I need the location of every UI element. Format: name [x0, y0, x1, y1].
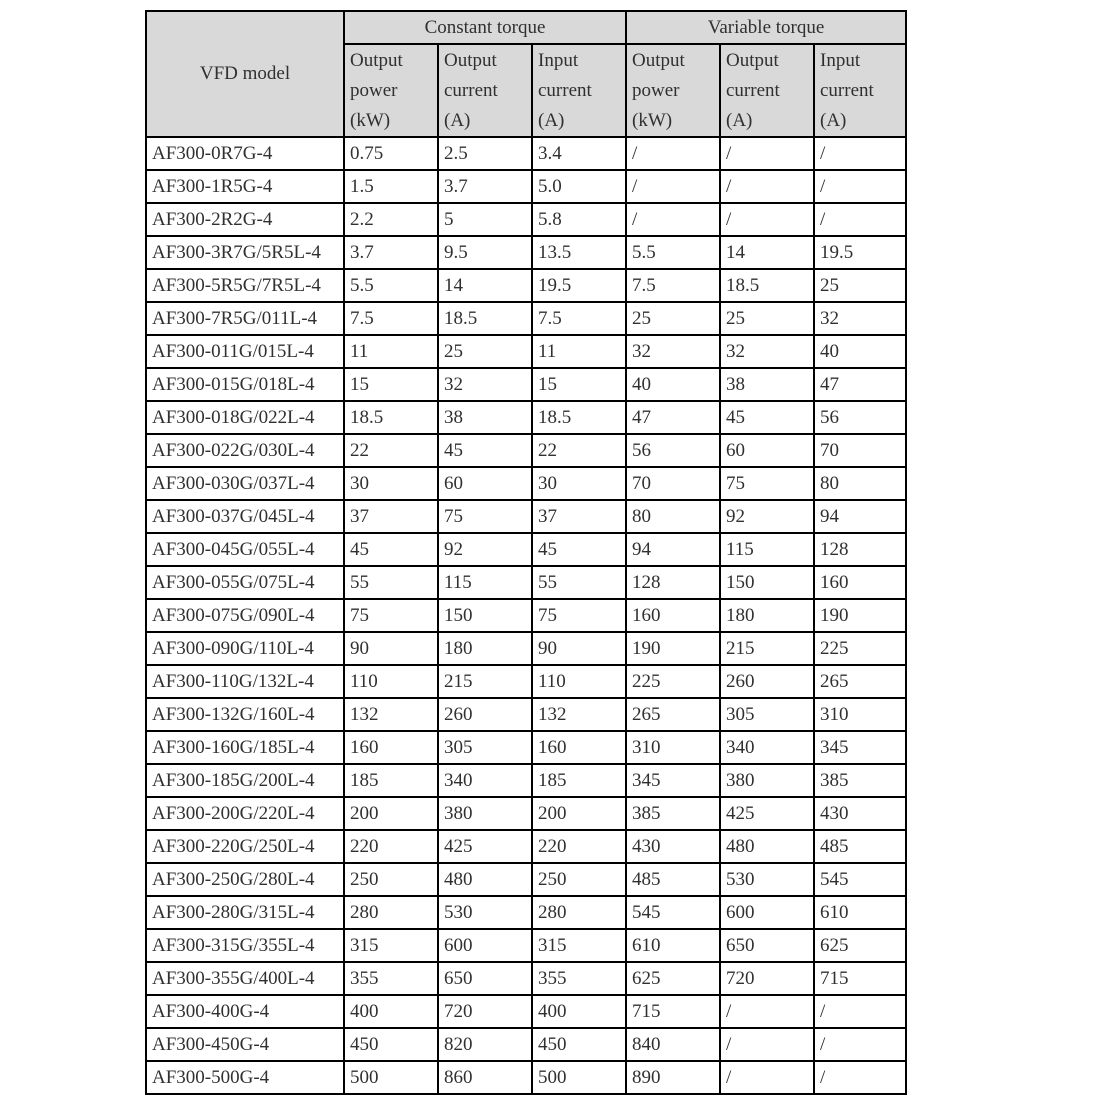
value-cell: 715 [626, 995, 720, 1028]
table-row [146, 236, 906, 269]
model-cell: AF300-5R5G/7R5L-4 [146, 269, 344, 302]
value-cell: 55 [532, 566, 626, 599]
value-cell: / [720, 203, 814, 236]
value-cell: 260 [720, 665, 814, 698]
value-cell: 340 [438, 764, 532, 797]
value-cell: / [814, 995, 906, 1028]
value-cell: 75 [532, 599, 626, 632]
value-cell: 250 [532, 863, 626, 896]
value-cell: 3.7 [344, 236, 438, 269]
value-cell: / [720, 1028, 814, 1061]
value-cell: 400 [532, 995, 626, 1028]
model-cell: AF300-030G/037L-4 [146, 467, 344, 500]
value-cell: 25 [438, 335, 532, 368]
model-cell: AF300-200G/220L-4 [146, 797, 344, 830]
value-cell: / [720, 170, 814, 203]
value-cell: 94 [626, 533, 720, 566]
value-cell: 22 [344, 434, 438, 467]
value-cell: 625 [814, 929, 906, 962]
value-cell: 55 [344, 566, 438, 599]
vfd-spec-table [145, 10, 907, 1095]
value-cell: / [814, 1061, 906, 1094]
value-cell: 18.5 [532, 401, 626, 434]
value-cell: 500 [344, 1061, 438, 1094]
value-cell: 75 [344, 599, 438, 632]
value-cell: 25 [814, 269, 906, 302]
value-cell: 150 [438, 599, 532, 632]
value-cell: 190 [814, 599, 906, 632]
value-cell: 22 [532, 434, 626, 467]
value-cell: 500 [532, 1061, 626, 1094]
value-cell: 430 [626, 830, 720, 863]
model-cell: AF300-075G/090L-4 [146, 599, 344, 632]
value-cell: 25 [626, 302, 720, 335]
value-cell: 345 [626, 764, 720, 797]
value-cell: 820 [438, 1028, 532, 1061]
table-row [146, 203, 906, 236]
value-cell: 2.2 [344, 203, 438, 236]
value-cell: 715 [814, 962, 906, 995]
value-cell: 13.5 [532, 236, 626, 269]
value-cell: 40 [626, 368, 720, 401]
value-cell: 3.4 [532, 137, 626, 170]
value-cell: 90 [344, 632, 438, 665]
value-cell: 18.5 [438, 302, 532, 335]
value-cell: 92 [720, 500, 814, 533]
model-cell: AF300-220G/250L-4 [146, 830, 344, 863]
value-cell: 355 [344, 962, 438, 995]
value-cell: 32 [438, 368, 532, 401]
value-cell: 70 [814, 434, 906, 467]
value-cell: 380 [438, 797, 532, 830]
table-row [146, 632, 906, 665]
value-cell: 132 [344, 698, 438, 731]
value-cell: 0.75 [344, 137, 438, 170]
value-cell: 185 [532, 764, 626, 797]
value-cell: 110 [344, 665, 438, 698]
model-cell: AF300-355G/400L-4 [146, 962, 344, 995]
value-cell: 150 [720, 566, 814, 599]
table-row [146, 335, 906, 368]
value-cell: 45 [532, 533, 626, 566]
value-cell: 600 [720, 896, 814, 929]
value-cell: 265 [814, 665, 906, 698]
value-cell: 18.5 [344, 401, 438, 434]
model-cell: AF300-0R7G-4 [146, 137, 344, 170]
model-cell: AF300-018G/022L-4 [146, 401, 344, 434]
value-cell: 380 [720, 764, 814, 797]
table-row [146, 566, 906, 599]
value-cell: 610 [626, 929, 720, 962]
value-cell: 215 [438, 665, 532, 698]
variable-torque-header: Variable torque [626, 11, 906, 44]
value-cell: 160 [344, 731, 438, 764]
table-row [146, 368, 906, 401]
table-header [146, 11, 906, 137]
value-cell: 860 [438, 1061, 532, 1094]
value-cell: 200 [532, 797, 626, 830]
value-cell: 5.8 [532, 203, 626, 236]
table-row [146, 665, 906, 698]
value-cell: 220 [344, 830, 438, 863]
constant-torque-header: Constant torque [344, 11, 626, 44]
value-cell: 18.5 [720, 269, 814, 302]
table-row [146, 830, 906, 863]
value-cell: 545 [814, 863, 906, 896]
value-cell: / [814, 137, 906, 170]
model-cell: AF300-250G/280L-4 [146, 863, 344, 896]
vt-output-current-header: Output current (A) [720, 44, 814, 137]
value-cell: 450 [532, 1028, 626, 1061]
value-cell: 37 [532, 500, 626, 533]
vt-input-current-header: Input current (A) [814, 44, 906, 137]
table-row [146, 764, 906, 797]
table-row [146, 995, 906, 1028]
ct-output-power-header: Output power (kW) [344, 44, 438, 137]
group-header-row [146, 11, 906, 44]
value-cell: 32 [814, 302, 906, 335]
value-cell: 280 [344, 896, 438, 929]
value-cell: / [720, 995, 814, 1028]
model-cell: AF300-022G/030L-4 [146, 434, 344, 467]
value-cell: 225 [814, 632, 906, 665]
table-row [146, 896, 906, 929]
value-cell: 600 [438, 929, 532, 962]
value-cell: 305 [720, 698, 814, 731]
model-cell: AF300-037G/045L-4 [146, 500, 344, 533]
value-cell: 160 [532, 731, 626, 764]
value-cell: 530 [438, 896, 532, 929]
table-row [146, 797, 906, 830]
value-cell: 485 [626, 863, 720, 896]
value-cell: 30 [344, 467, 438, 500]
value-cell: 56 [814, 401, 906, 434]
value-cell: 530 [720, 863, 814, 896]
value-cell: 5.5 [344, 269, 438, 302]
value-cell: 385 [626, 797, 720, 830]
value-cell: 45 [438, 434, 532, 467]
value-cell: 310 [626, 731, 720, 764]
value-cell: 110 [532, 665, 626, 698]
model-cell: AF300-450G-4 [146, 1028, 344, 1061]
value-cell: 80 [626, 500, 720, 533]
vt-output-power-header: Output power (kW) [626, 44, 720, 137]
value-cell: 480 [438, 863, 532, 896]
value-cell: 180 [720, 599, 814, 632]
value-cell: 70 [626, 467, 720, 500]
table-row [146, 137, 906, 170]
value-cell: 5.0 [532, 170, 626, 203]
value-cell: 610 [814, 896, 906, 929]
value-cell: 310 [814, 698, 906, 731]
model-column-header: VFD model [146, 11, 344, 137]
value-cell: 40 [814, 335, 906, 368]
value-cell: 425 [720, 797, 814, 830]
value-cell: 115 [438, 566, 532, 599]
value-cell: 305 [438, 731, 532, 764]
value-cell: 5.5 [626, 236, 720, 269]
value-cell: 315 [344, 929, 438, 962]
value-cell: 132 [532, 698, 626, 731]
value-cell: 200 [344, 797, 438, 830]
value-cell: 32 [720, 335, 814, 368]
value-cell: / [814, 1028, 906, 1061]
table-row [146, 170, 906, 203]
table-row [146, 500, 906, 533]
value-cell: 60 [720, 434, 814, 467]
table-row [146, 467, 906, 500]
value-cell: 650 [438, 962, 532, 995]
value-cell: 90 [532, 632, 626, 665]
ct-input-current-header: Input current (A) [532, 44, 626, 137]
value-cell: 180 [438, 632, 532, 665]
model-cell: AF300-011G/015L-4 [146, 335, 344, 368]
value-cell: 160 [626, 599, 720, 632]
value-cell: 11 [532, 335, 626, 368]
model-cell: AF300-3R7G/5R5L-4 [146, 236, 344, 269]
value-cell: 185 [344, 764, 438, 797]
vfd-spec-table-container [145, 10, 907, 1095]
value-cell: 425 [438, 830, 532, 863]
model-cell: AF300-315G/355L-4 [146, 929, 344, 962]
table-row [146, 1028, 906, 1061]
value-cell: 400 [344, 995, 438, 1028]
value-cell: 355 [532, 962, 626, 995]
value-cell: / [720, 1061, 814, 1094]
value-cell: 3.7 [438, 170, 532, 203]
model-cell: AF300-500G-4 [146, 1061, 344, 1094]
value-cell: 5 [438, 203, 532, 236]
value-cell: 19.5 [532, 269, 626, 302]
model-cell: AF300-055G/075L-4 [146, 566, 344, 599]
table-row [146, 302, 906, 335]
value-cell: 430 [814, 797, 906, 830]
value-cell: 190 [626, 632, 720, 665]
table-row [146, 929, 906, 962]
value-cell: 80 [814, 467, 906, 500]
value-cell: 25 [720, 302, 814, 335]
model-cell: AF300-110G/132L-4 [146, 665, 344, 698]
value-cell: 56 [626, 434, 720, 467]
model-cell: AF300-132G/160L-4 [146, 698, 344, 731]
value-cell: 94 [814, 500, 906, 533]
model-cell: AF300-1R5G-4 [146, 170, 344, 203]
value-cell: 315 [532, 929, 626, 962]
value-cell: / [720, 137, 814, 170]
value-cell: 47 [626, 401, 720, 434]
value-cell: / [814, 170, 906, 203]
model-cell: AF300-7R5G/011L-4 [146, 302, 344, 335]
value-cell: 115 [720, 533, 814, 566]
value-cell: 45 [344, 533, 438, 566]
value-cell: 215 [720, 632, 814, 665]
model-cell: AF300-015G/018L-4 [146, 368, 344, 401]
table-row [146, 434, 906, 467]
table-row [146, 533, 906, 566]
value-cell: 128 [814, 533, 906, 566]
value-cell: 345 [814, 731, 906, 764]
model-cell: AF300-045G/055L-4 [146, 533, 344, 566]
model-cell: AF300-2R2G-4 [146, 203, 344, 236]
table-row [146, 401, 906, 434]
value-cell: 37 [344, 500, 438, 533]
value-cell: 265 [626, 698, 720, 731]
table-row [146, 269, 906, 302]
value-cell: 650 [720, 929, 814, 962]
value-cell: / [626, 137, 720, 170]
model-cell: AF300-160G/185L-4 [146, 731, 344, 764]
table-row [146, 731, 906, 764]
value-cell: 720 [720, 962, 814, 995]
value-cell: 9.5 [438, 236, 532, 269]
value-cell: 720 [438, 995, 532, 1028]
value-cell: 480 [720, 830, 814, 863]
ct-output-current-header: Output current (A) [438, 44, 532, 137]
value-cell: 15 [532, 368, 626, 401]
value-cell: 225 [626, 665, 720, 698]
value-cell: 45 [720, 401, 814, 434]
value-cell: 260 [438, 698, 532, 731]
value-cell: 38 [720, 368, 814, 401]
value-cell: 75 [438, 500, 532, 533]
value-cell: 7.5 [626, 269, 720, 302]
model-cell: AF300-090G/110L-4 [146, 632, 344, 665]
table-row [146, 698, 906, 731]
value-cell: 92 [438, 533, 532, 566]
value-cell: 280 [532, 896, 626, 929]
value-cell: 545 [626, 896, 720, 929]
table-body [146, 137, 906, 1094]
value-cell: 11 [344, 335, 438, 368]
table-row [146, 962, 906, 995]
value-cell: 250 [344, 863, 438, 896]
value-cell: 128 [626, 566, 720, 599]
value-cell: 2.5 [438, 137, 532, 170]
model-cell: AF300-400G-4 [146, 995, 344, 1028]
model-cell: AF300-280G/315L-4 [146, 896, 344, 929]
value-cell: 385 [814, 764, 906, 797]
value-cell: 220 [532, 830, 626, 863]
value-cell: 1.5 [344, 170, 438, 203]
value-cell: / [626, 203, 720, 236]
value-cell: 14 [720, 236, 814, 269]
value-cell: 7.5 [532, 302, 626, 335]
value-cell: 32 [626, 335, 720, 368]
value-cell: 450 [344, 1028, 438, 1061]
value-cell: 15 [344, 368, 438, 401]
value-cell: 38 [438, 401, 532, 434]
value-cell: / [814, 203, 906, 236]
value-cell: 7.5 [344, 302, 438, 335]
value-cell: 485 [814, 830, 906, 863]
value-cell: 60 [438, 467, 532, 500]
value-cell: 625 [626, 962, 720, 995]
value-cell: 75 [720, 467, 814, 500]
model-cell: AF300-185G/200L-4 [146, 764, 344, 797]
value-cell: 19.5 [814, 236, 906, 269]
value-cell: 340 [720, 731, 814, 764]
value-cell: / [626, 170, 720, 203]
table-row [146, 1061, 906, 1094]
value-cell: 840 [626, 1028, 720, 1061]
value-cell: 160 [814, 566, 906, 599]
value-cell: 890 [626, 1061, 720, 1094]
table-row [146, 599, 906, 632]
table-row [146, 863, 906, 896]
value-cell: 47 [814, 368, 906, 401]
value-cell: 30 [532, 467, 626, 500]
value-cell: 14 [438, 269, 532, 302]
